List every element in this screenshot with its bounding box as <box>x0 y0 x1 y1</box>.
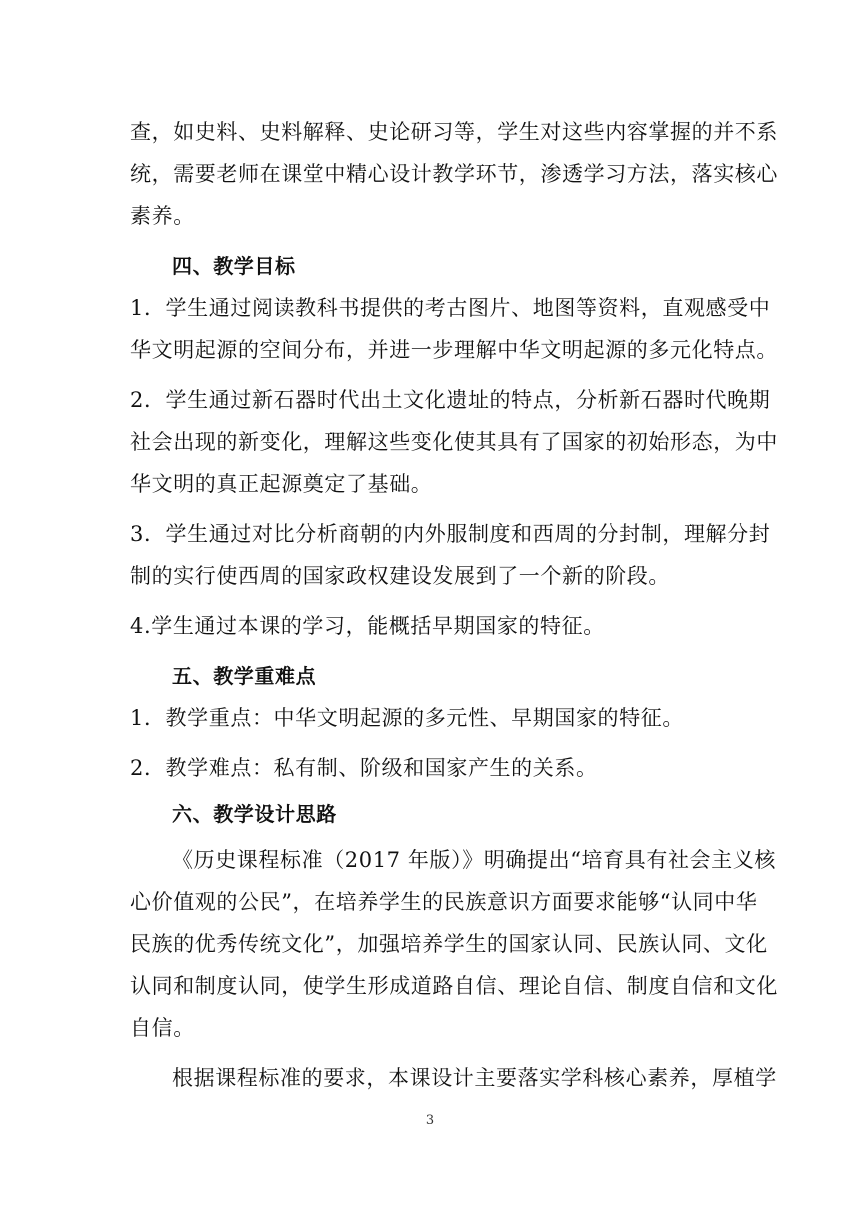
key-point-item: 1．教学重点：中华文明起源的多元性、早期国家的特征。 <box>130 706 684 730</box>
body-text-line: 素养。 <box>130 204 195 228</box>
body-text-line: 统，需要老师在课堂中精心设计教学环节，渗透学习方法，落实核心 <box>130 162 778 186</box>
section-heading-design: 六、教学设计思路 <box>172 802 337 826</box>
objective-item: 1．学生通过阅读教科书提供的考古图片、地图等资料，直观感受中 <box>130 296 771 320</box>
objective-item: 3．学生通过对比分析商朝的内外服制度和西周的分封制，理解分封 <box>130 522 771 546</box>
body-text-line: 华文明的真正起源奠定了基础。 <box>130 472 433 496</box>
body-text-line: 自信。 <box>130 1016 195 1040</box>
body-text-line: 心价值观的公民”，在培养学生的民族意识方面要求能够“认同中华 <box>130 890 758 914</box>
page-number: 3 <box>425 1113 435 1128</box>
body-text-line: 华文明起源的空间分布，并进一步理解中华文明起源的多元化特点。 <box>130 338 778 362</box>
body-text-line: 民族的优秀传统文化”，加强培养学生的国家认同、民族认同、文化 <box>130 932 768 956</box>
body-text-line: 认同和制度认同，使学生形成道路自信、理论自信、制度自信和文化 <box>130 974 778 998</box>
objective-item: 4.学生通过本课的学习，能概括早期国家的特征。 <box>130 614 605 638</box>
body-text-line: 社会出现的新变化，理解这些变化使其具有了国家的初始形态，为中 <box>130 430 778 454</box>
section-heading-objectives: 四、教学目标 <box>172 254 296 278</box>
paragraph-first-line: 根据课程标准的要求，本课设计主要落实学科核心素养，厚植学 <box>172 1066 777 1090</box>
section-heading-key-points: 五、教学重难点 <box>172 664 317 688</box>
objective-item: 2．学生通过新石器时代出土文化遗址的特点，分析新石器时代晚期 <box>130 388 771 412</box>
body-text-line: 查，如史料、史料解释、史论研习等，学生对这些内容掌握的并不系 <box>130 120 778 144</box>
paragraph-first-line: 《历史课程标准（2017 年版）》明确提出“培育具有社会主义核 <box>172 848 776 872</box>
key-point-item: 2．教学难点：私有制、阶级和国家产生的关系。 <box>130 756 598 780</box>
body-text-line: 制的实行使西周的国家政权建设发展到了一个新的阶段。 <box>130 564 670 588</box>
